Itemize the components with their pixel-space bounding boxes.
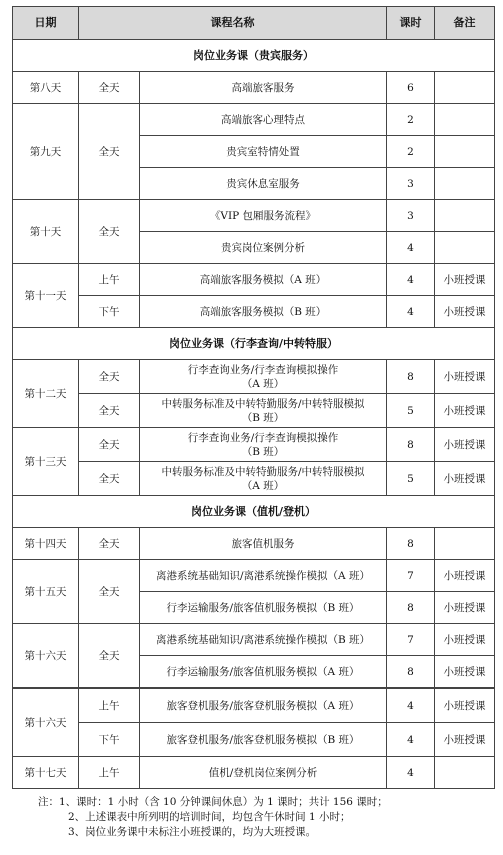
remark-cell (435, 757, 495, 789)
remark-cell: 小班授课 (435, 656, 495, 688)
header-remark: 备注 (435, 7, 495, 40)
hours-cell: 2 (387, 136, 435, 168)
hours-cell: 4 (387, 757, 435, 789)
day-cell: 第十一天 (13, 264, 79, 328)
course-cell (140, 394, 387, 428)
section-row (13, 328, 495, 360)
course-line: 中转服务标准及中转特勤服务/中转特服模拟 (161, 397, 365, 410)
header-hours: 课时 (387, 7, 435, 40)
course-cell: 《VIP 包厢服务流程》 (140, 200, 387, 232)
course-cell: 高端旅客心理特点 (140, 104, 387, 136)
course-cell: 贵宾休息室服务 (140, 168, 387, 200)
section-title: 岗位业务课（行李查询/中转特服） (13, 328, 495, 360)
course-cell: 行李运输服务/旅客值机服务模拟（A 班） (140, 656, 387, 688)
day-cell: 第十天 (13, 200, 79, 264)
remark-cell (435, 72, 495, 104)
hours-cell: 5 (387, 462, 435, 496)
remark-cell: 小班授课 (435, 689, 495, 723)
course-cell: 高端旅客服务模拟（B 班） (140, 296, 387, 328)
period-cell: 上午 (79, 689, 140, 723)
table-row (13, 624, 495, 656)
day-cell: 第十五天 (13, 560, 79, 624)
hours-cell: 4 (387, 232, 435, 264)
period-cell: 全天 (79, 560, 140, 624)
section-row (13, 496, 495, 528)
course-line: 行李查询业务/行李查询模拟操作 (187, 363, 339, 376)
day-cell: 第十六天 (13, 689, 79, 757)
course-line: 行李查询业务/行李查询模拟操作 (187, 431, 339, 444)
course-line: （B 班） (241, 411, 285, 424)
remark-cell: 小班授课 (435, 624, 495, 656)
day-cell: 第十二天 (13, 360, 79, 428)
table-row (13, 200, 495, 232)
day-cell: 第十七天 (13, 757, 79, 789)
course-line: 中转服务标准及中转特勤服务/中转特服模拟 (161, 465, 365, 478)
period-cell: 全天 (79, 72, 140, 104)
period-cell: 上午 (79, 757, 140, 789)
remark-cell: 小班授课 (435, 264, 495, 296)
table-row (13, 757, 495, 789)
period-cell: 全天 (79, 462, 140, 496)
hours-cell: 4 (387, 296, 435, 328)
period-cell: 全天 (79, 200, 140, 264)
hours-cell: 4 (387, 264, 435, 296)
table-row (13, 462, 495, 496)
remark-cell: 小班授课 (435, 560, 495, 592)
hours-cell: 8 (387, 528, 435, 560)
table-row (13, 723, 495, 757)
course-cell: 旅客登机服务/旅客登机服务模拟（B 班） (140, 723, 387, 757)
remark-cell (435, 104, 495, 136)
hours-cell: 8 (387, 360, 435, 394)
table-row (13, 428, 495, 462)
table-row (13, 264, 495, 296)
course-cell: 值机/登机岗位案例分析 (140, 757, 387, 789)
period-cell: 下午 (79, 723, 140, 757)
footnotes (38, 795, 388, 840)
course-cell: 旅客登机服务/旅客登机服务模拟（A 班） (140, 689, 387, 723)
table-row (13, 528, 495, 560)
remark-cell (435, 200, 495, 232)
course-cell (140, 360, 387, 394)
course-line: （B 班） (241, 445, 285, 458)
course-line: （A 班） (241, 377, 285, 390)
remark-cell (435, 168, 495, 200)
course-cell: 贵宾室特情处置 (140, 136, 387, 168)
remark-cell: 小班授课 (435, 723, 495, 757)
course-cell: 离港系统基础知识/离港系统操作模拟（B 班） (140, 624, 387, 656)
course-cell (140, 462, 387, 496)
day-cell: 第十六天 (13, 624, 79, 688)
hours-cell: 4 (387, 723, 435, 757)
hours-cell: 8 (387, 656, 435, 688)
hours-cell: 4 (387, 689, 435, 723)
remark-cell: 小班授课 (435, 296, 495, 328)
day-cell: 第八天 (13, 72, 79, 104)
remark-cell: 小班授课 (435, 394, 495, 428)
section-title: 岗位业务课（贵宾服务） (13, 40, 495, 72)
hours-cell: 2 (387, 104, 435, 136)
schedule-table (12, 6, 495, 688)
hours-cell: 3 (387, 200, 435, 232)
footnote: 3、岗位业务课中未标注小班授课的，均为大班授课。 (68, 826, 317, 838)
table-row (13, 394, 495, 428)
course-cell: 高端旅客服务 (140, 72, 387, 104)
table-row (13, 560, 495, 592)
period-cell: 全天 (79, 624, 140, 688)
table-row (13, 689, 495, 723)
section-row (13, 40, 495, 72)
course-cell: 旅客值机服务 (140, 528, 387, 560)
period-cell: 全天 (79, 528, 140, 560)
remark-cell (435, 528, 495, 560)
footnote: 注：1、课时：1 小时（含 10 分钟课间休息）为 1 课时；共计 156 课时； (38, 796, 388, 808)
period-cell: 上午 (79, 264, 140, 296)
period-cell: 下午 (79, 296, 140, 328)
section-title: 岗位业务课（值机/登机） (13, 496, 495, 528)
day-cell: 第十四天 (13, 528, 79, 560)
hours-cell: 8 (387, 592, 435, 624)
course-cell: 行李运输服务/旅客值机服务模拟（B 班） (140, 592, 387, 624)
header-date: 日期 (13, 7, 79, 40)
course-cell: 贵宾岗位案例分析 (140, 232, 387, 264)
remark-cell: 小班授课 (435, 360, 495, 394)
period-cell: 全天 (79, 394, 140, 428)
remark-cell: 小班授课 (435, 462, 495, 496)
day-cell: 第九天 (13, 104, 79, 200)
table-row (13, 360, 495, 394)
table-row (13, 104, 495, 136)
hours-cell: 6 (387, 72, 435, 104)
course-cell (140, 428, 387, 462)
schedule-table-continued (12, 688, 495, 789)
remark-cell (435, 232, 495, 264)
remark-cell: 小班授课 (435, 592, 495, 624)
header-course: 课程名称 (79, 7, 387, 40)
course-line: （A 班） (241, 479, 285, 492)
table-row (13, 296, 495, 328)
period-cell: 全天 (79, 360, 140, 394)
hours-cell: 7 (387, 560, 435, 592)
course-cell: 高端旅客服务模拟（A 班） (140, 264, 387, 296)
hours-cell: 7 (387, 624, 435, 656)
hours-cell: 8 (387, 428, 435, 462)
hours-cell: 5 (387, 394, 435, 428)
period-cell: 全天 (79, 428, 140, 462)
remark-cell: 小班授课 (435, 428, 495, 462)
hours-cell: 3 (387, 168, 435, 200)
table-row (13, 72, 495, 104)
footnote: 2、上述课表中所列明的培训时间，均包含午休时间 1 小时； (68, 811, 351, 823)
course-cell: 离港系统基础知识/离港系统操作模拟（A 班） (140, 560, 387, 592)
day-cell: 第十三天 (13, 428, 79, 496)
remark-cell (435, 136, 495, 168)
period-cell: 全天 (79, 104, 140, 200)
table-header-row (13, 7, 495, 40)
